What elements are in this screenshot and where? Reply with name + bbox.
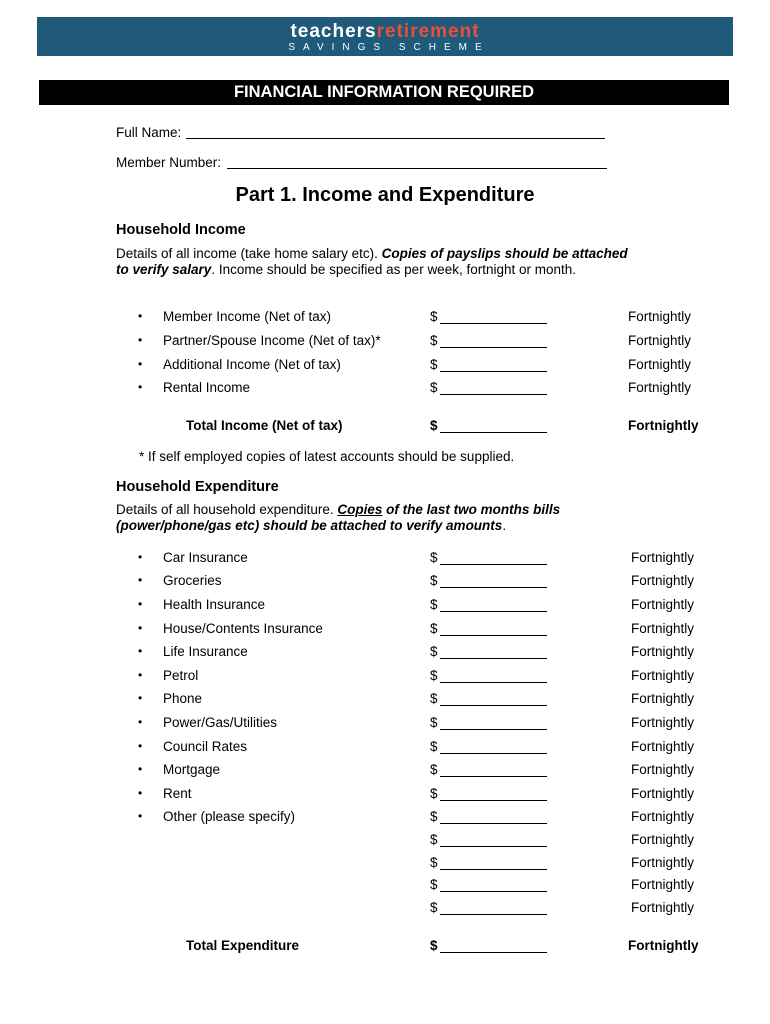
frequency-label: Fortnightly — [628, 938, 699, 953]
currency-symbol: $ — [430, 691, 438, 706]
expenditure-row — [0, 762, 770, 780]
full-name-field[interactable] — [186, 138, 605, 139]
currency-symbol: $ — [430, 715, 438, 730]
bullet-icon: • — [138, 762, 143, 776]
item-label: Member Income (Net of tax) — [163, 309, 332, 324]
item-label: Partner/Spouse Income (Net of tax)* — [163, 333, 381, 348]
bullet-icon: • — [138, 380, 143, 394]
full-name-label: Full Name: — [116, 125, 182, 140]
item-label: Total Income (Net of tax) — [186, 418, 343, 433]
bullet-icon: • — [138, 357, 143, 371]
bullet-icon: • — [138, 597, 143, 611]
amount-field[interactable] — [440, 823, 547, 824]
frequency-label: Fortnightly — [628, 333, 692, 348]
currency-symbol: $ — [430, 621, 438, 636]
frequency-label: Fortnightly — [628, 380, 692, 395]
income-desc-emphasis: Copies of payslips should be attached to verify salary — [116, 246, 628, 277]
item-label: Life Insurance — [163, 644, 248, 659]
expenditure-row — [0, 739, 770, 757]
currency-symbol: $ — [430, 550, 438, 565]
expenditure-extra-row — [0, 877, 770, 895]
bullet-icon: • — [138, 668, 143, 682]
income-description — [116, 246, 636, 278]
income-total-row — [0, 418, 770, 436]
currency-symbol: $ — [430, 900, 438, 915]
frequency-label: Fortnightly — [631, 900, 695, 915]
expenditure-row — [0, 644, 770, 662]
expenditure-heading: Household Expenditure — [116, 479, 279, 495]
currency-symbol: $ — [430, 739, 438, 754]
expenditure-description — [116, 502, 636, 534]
exp-desc-text1: Details of all household expenditure. — [116, 502, 338, 517]
income-desc-text1: Details of all income (take home salary etc). — [116, 246, 382, 261]
currency-symbol: $ — [430, 597, 438, 612]
amount-field[interactable] — [440, 776, 547, 777]
expenditure-row — [0, 668, 770, 686]
item-label: Groceries — [163, 573, 222, 588]
frequency-label: Fortnightly — [628, 309, 692, 324]
part1-title: Part 1. Income and Expenditure — [235, 184, 535, 206]
frequency-label: Fortnightly — [631, 550, 695, 565]
item-label: Phone — [163, 691, 203, 706]
bullet-icon: • — [138, 786, 143, 800]
expenditure-row — [0, 715, 770, 733]
brand-name-part1: teachers — [290, 21, 377, 42]
amount-field[interactable] — [440, 682, 547, 683]
item-label: Car Insurance — [163, 550, 248, 565]
currency-symbol: $ — [430, 309, 438, 324]
currency-symbol: $ — [430, 832, 438, 847]
amount-field[interactable] — [440, 729, 547, 730]
bullet-icon: • — [138, 809, 143, 823]
frequency-label: Fortnightly — [631, 644, 695, 659]
frequency-label: Fortnightly — [628, 418, 699, 433]
amount-field[interactable] — [440, 952, 547, 953]
item-label: Other (please specify) — [163, 809, 296, 824]
expenditure-row — [0, 550, 770, 568]
bullet-icon: • — [138, 644, 143, 658]
frequency-label: Fortnightly — [631, 786, 695, 801]
member-number-field[interactable] — [227, 168, 607, 169]
frequency-label: Fortnightly — [631, 691, 695, 706]
amount-field[interactable] — [440, 323, 547, 324]
currency-symbol: $ — [430, 573, 438, 588]
expenditure-row — [0, 573, 770, 591]
frequency-label: Fortnightly — [631, 809, 695, 824]
item-label: Total Expenditure — [186, 938, 300, 953]
income-heading: Household Income — [116, 222, 246, 238]
frequency-label: Fortnightly — [631, 621, 695, 636]
frequency-label: Fortnightly — [631, 739, 695, 754]
exp-desc-underlined: Copies — [337, 502, 383, 517]
amount-field[interactable] — [440, 869, 547, 870]
expenditure-extra-row — [0, 855, 770, 873]
brand-tagline: SAVINGS SCHEME — [288, 42, 490, 53]
exp-desc-text2: . — [502, 518, 507, 533]
frequency-label: Fortnightly — [628, 357, 692, 372]
item-label: Health Insurance — [163, 597, 266, 612]
expenditure-extra-row — [0, 900, 770, 918]
item-label: Petrol — [163, 668, 199, 683]
expenditure-row — [0, 809, 770, 827]
frequency-label: Fortnightly — [631, 597, 695, 612]
amount-field[interactable] — [440, 914, 547, 915]
form-title: FINANCIAL INFORMATION REQUIRED — [39, 80, 729, 105]
bullet-icon: • — [138, 550, 143, 564]
currency-symbol: $ — [430, 877, 438, 892]
brand-logo — [37, 22, 733, 42]
expenditure-total-row — [0, 938, 770, 956]
amount-field[interactable] — [440, 658, 547, 659]
frequency-label: Fortnightly — [631, 877, 695, 892]
amount-field[interactable] — [440, 564, 547, 565]
frequency-label: Fortnightly — [631, 832, 695, 847]
expenditure-row — [0, 691, 770, 709]
expenditure-row — [0, 786, 770, 804]
item-label: Council Rates — [163, 739, 248, 754]
brand-name-part2: retirement — [376, 21, 480, 42]
currency-symbol: $ — [430, 809, 438, 824]
frequency-label: Fortnightly — [631, 573, 695, 588]
exp-desc-emphasis: of the last two months bills (power/phone/gas etc) should be attached to verify amounts — [116, 502, 561, 533]
item-label: Additional Income (Net of tax) — [163, 357, 341, 372]
currency-symbol: $ — [430, 357, 438, 372]
income-row — [0, 333, 770, 351]
item-label: House/Contents Insurance — [163, 621, 323, 636]
amount-field[interactable] — [440, 611, 547, 612]
currency-symbol: $ — [430, 786, 438, 801]
amount-field[interactable] — [440, 753, 547, 754]
income-row — [0, 380, 770, 398]
amount-field[interactable] — [440, 347, 547, 348]
frequency-label: Fortnightly — [631, 715, 695, 730]
frequency-label: Fortnightly — [631, 762, 695, 777]
bullet-icon: • — [138, 621, 143, 635]
amount-field[interactable] — [440, 800, 547, 801]
bullet-icon: • — [138, 333, 143, 347]
item-label: Rental Income — [163, 380, 251, 395]
income-row — [0, 309, 770, 327]
amount-field[interactable] — [440, 587, 547, 588]
amount-field[interactable] — [440, 635, 547, 636]
frequency-label: Fortnightly — [631, 855, 695, 870]
currency-symbol: $ — [430, 668, 438, 683]
amount-field[interactable] — [440, 846, 547, 847]
frequency-label: Fortnightly — [631, 668, 695, 683]
item-label: Rent — [163, 786, 192, 801]
amount-field[interactable] — [440, 705, 547, 706]
currency-symbol: $ — [430, 644, 438, 659]
item-label: Power/Gas/Utilities — [163, 715, 278, 730]
expenditure-row — [0, 597, 770, 615]
currency-symbol: $ — [430, 762, 438, 777]
expenditure-extra-row — [0, 832, 770, 850]
bullet-icon: • — [138, 309, 143, 323]
member-number-label: Member Number: — [116, 155, 222, 170]
bullet-icon: • — [138, 573, 143, 587]
amount-field[interactable] — [440, 891, 547, 892]
header-banner — [37, 17, 733, 56]
bullet-icon: • — [138, 739, 143, 753]
currency-symbol: $ — [430, 938, 438, 953]
amount-field[interactable] — [440, 432, 547, 433]
currency-symbol: $ — [430, 380, 438, 395]
income-desc-text2: . Income should be specified as per week, fortnight or month. — [211, 262, 577, 277]
income-row — [0, 357, 770, 375]
item-label: Mortgage — [163, 762, 221, 777]
bullet-icon: • — [138, 715, 143, 729]
bullet-icon: • — [138, 691, 143, 705]
currency-symbol: $ — [430, 418, 438, 433]
expenditure-row — [0, 621, 770, 639]
currency-symbol: $ — [430, 333, 438, 348]
income-footnote: * If self employed copies of latest accounts should be supplied. — [139, 449, 515, 464]
currency-symbol: $ — [430, 855, 438, 870]
amount-field[interactable] — [440, 371, 547, 372]
amount-field[interactable] — [440, 394, 547, 395]
